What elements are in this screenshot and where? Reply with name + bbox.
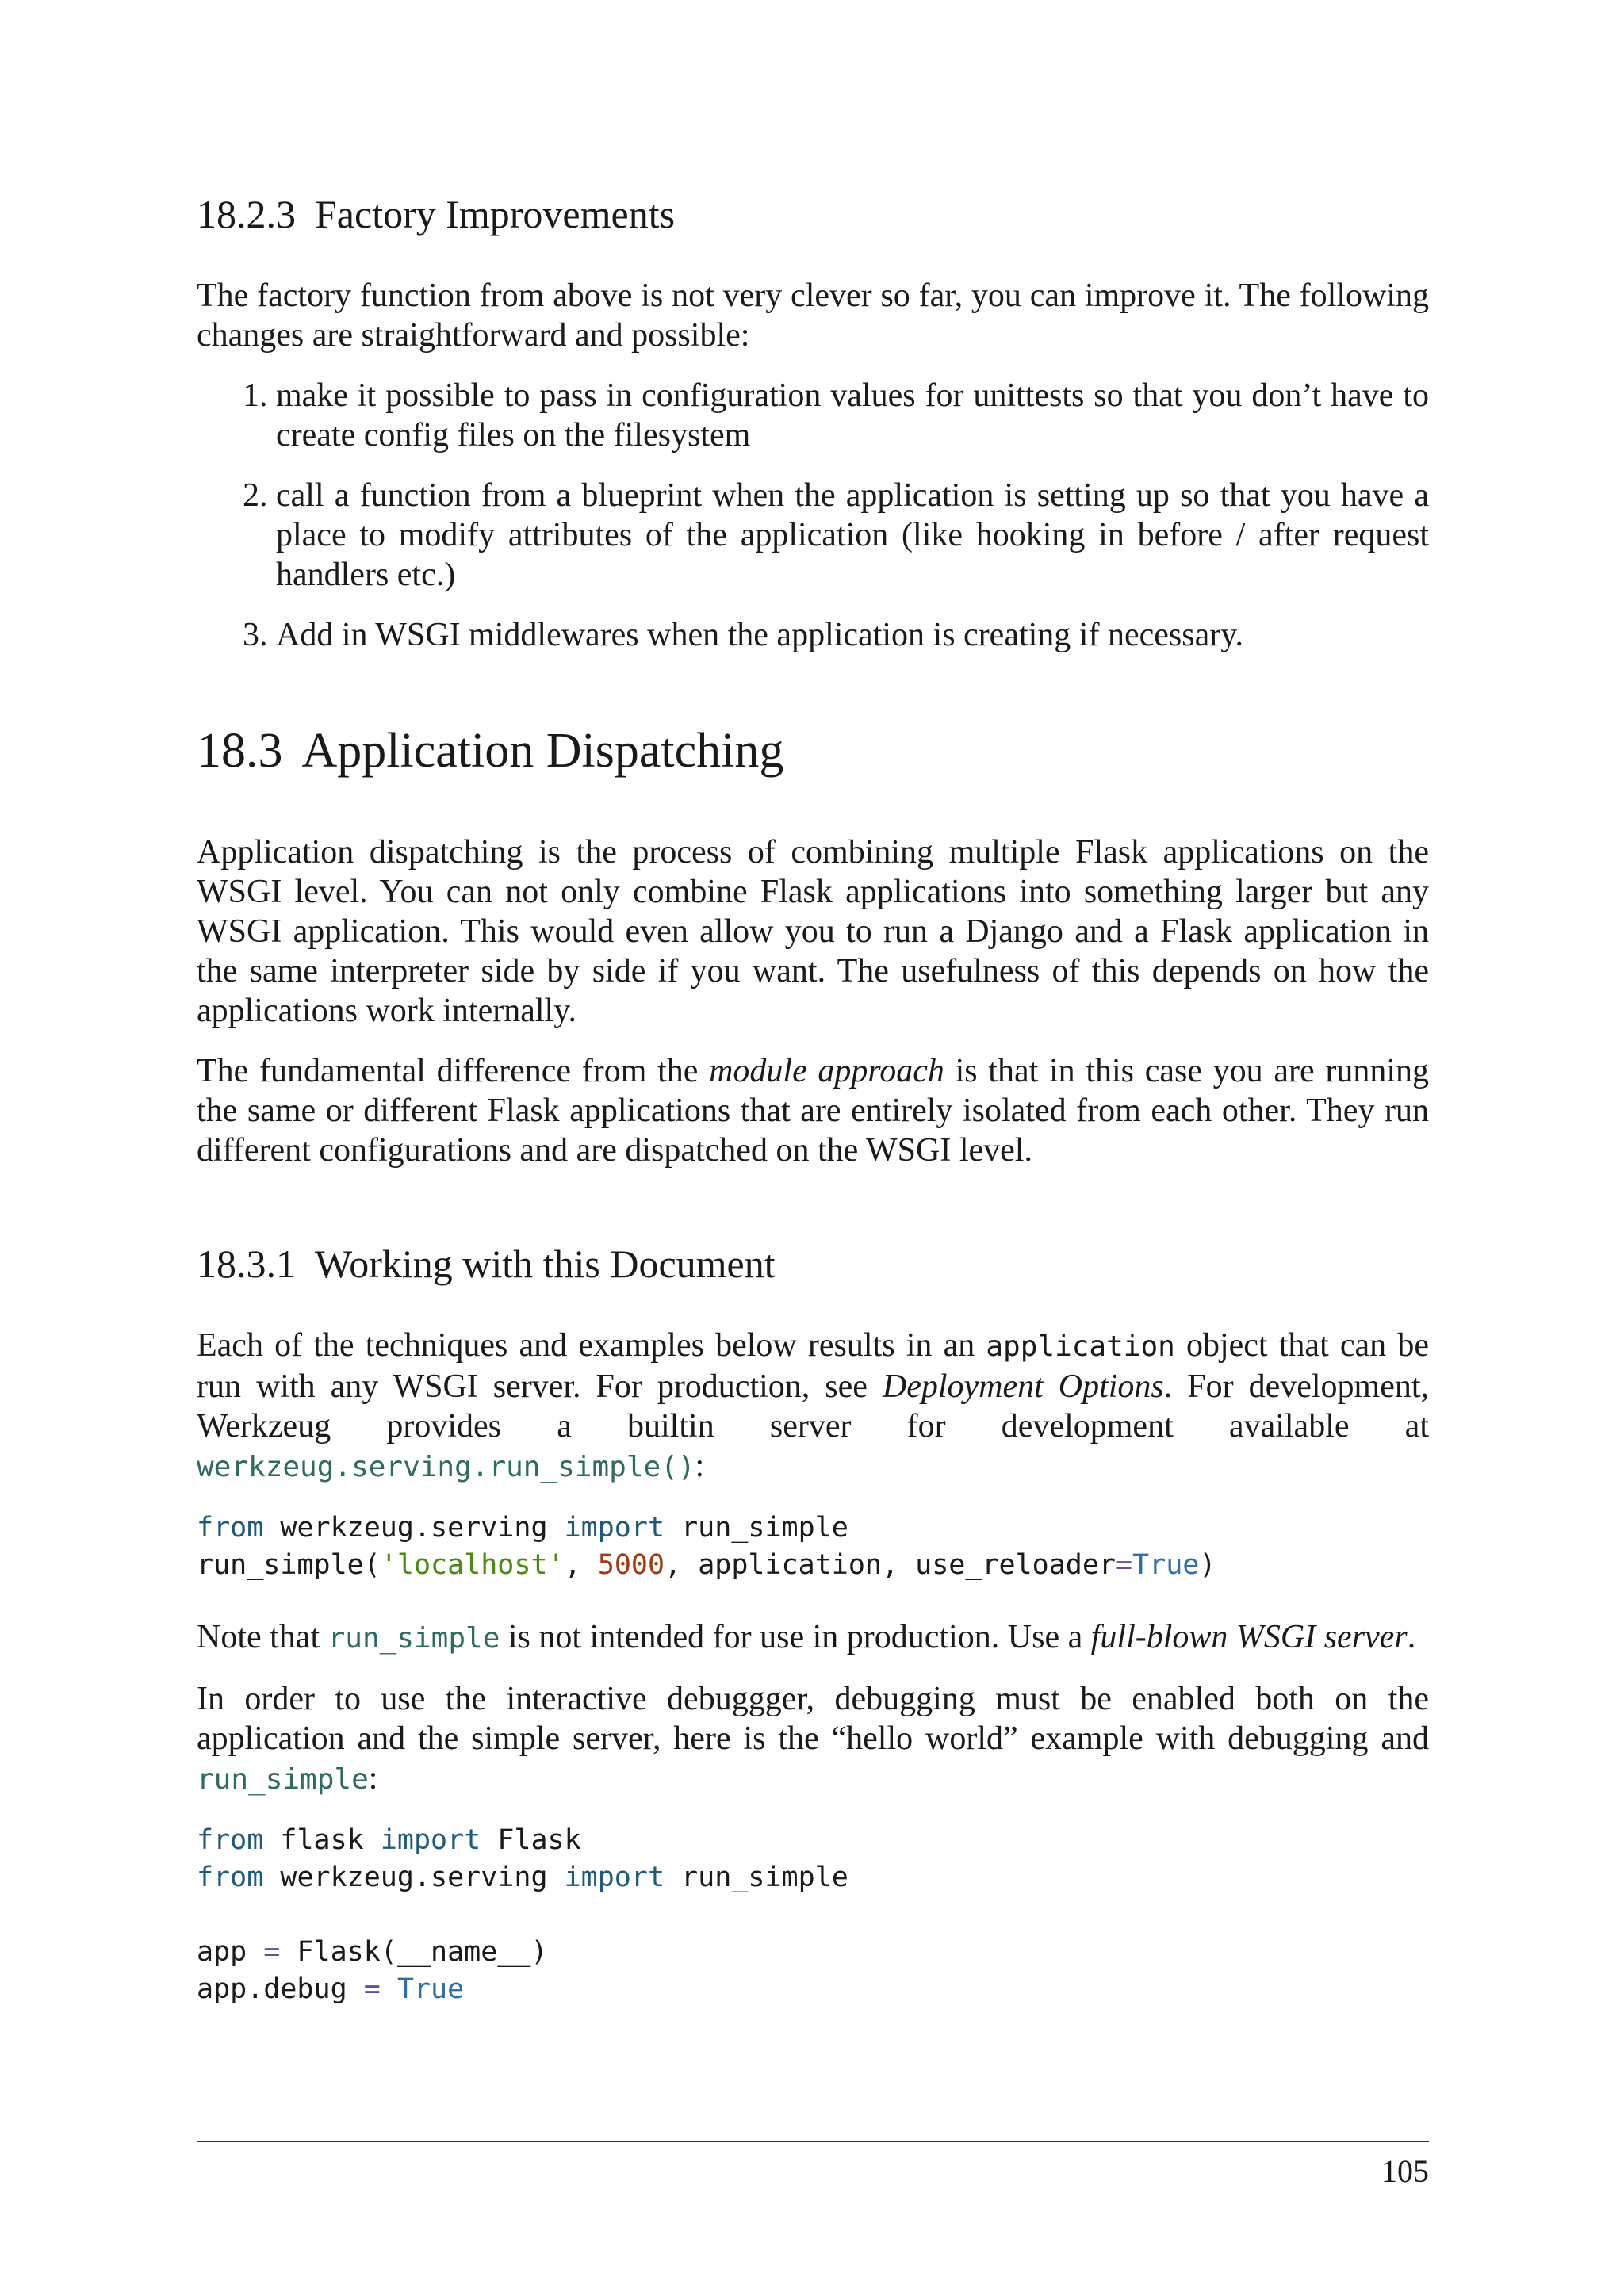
section-title: Factory Improvements [315, 192, 676, 236]
section-number: 18.3.1 [197, 1242, 296, 1287]
run-simple-link[interactable]: run_simple [197, 1763, 369, 1797]
section-number: 18.2.3 [197, 192, 296, 236]
page-number: 105 [1381, 2153, 1429, 2189]
list-item: 1. make it possible to pass in configuration values for unittests so that you don’t have to create config files on the filesystem [276, 376, 1429, 455]
inline-code-application: application [986, 1330, 1175, 1364]
paragraph-debugger: In order to use the interactive debuggger, debugging must be enabled both on the application and the simple server, here is the “hello world” example with debugging and run_simple: [197, 1681, 1429, 1797]
section-heading-18-3 [197, 721, 1429, 780]
paragraph-working-with-document: Each of the techniques and examples below results in an application object that can be run with any WSGI server. For production, see Deployment Options. For development, Werkzeug provides a builtin server for development available at werkzeug.serving.run_simple(): [197, 1327, 1430, 1485]
module-approach-link[interactable]: module approach [709, 1053, 944, 1090]
section-number: 18.3 [197, 724, 283, 778]
improvements-list [197, 376, 1429, 655]
list-item: 2. call a function from a blueprint when the application is setting up so that you have a place to modify attributes of the application (like hooking in before / after request handlers etc.) [276, 476, 1429, 595]
wsgi-server-link[interactable]: full-blown WSGI server [1090, 1619, 1408, 1656]
paragraph-dispatching-intro: Application dispatching is the process of combining multiple Flask applications on the WSGI level. You can not only combine Flask applications into something larger but any WSGI application. This would even allow you to run a Django and a Flask application in the same interpreter side by side if you want. The usefulness of this depends on how the applications work internally. [197, 834, 1429, 1030]
deployment-options-link[interactable]: Deployment Options [882, 1368, 1164, 1406]
run-simple-link[interactable]: werkzeug.serving.run_simple() [197, 1451, 695, 1484]
page-content [197, 190, 1429, 2008]
section-title: Application Dispatching [301, 724, 784, 778]
section-heading-18-3-1 [197, 1240, 1429, 1288]
paragraph-fundamental-difference: The fundamental difference from the module approach is that in this case you are running the same or different Flask applications that are entirely isolated from each other. They run different configurations and are dispatched on the WSGI level. [197, 1053, 1429, 1169]
code-block-hello-world: from flask import Flask from werkzeug.serving import run_simple app = Flask(__name__) app.debug = True [197, 1824, 848, 2006]
section-heading-18-2-3 [197, 190, 1429, 238]
section-title: Working with this Document [315, 1242, 776, 1287]
paragraph-factory-intro: The factory function from above is not very clever so far, you can improve it. The following changes are straightforward and possible: [197, 277, 1429, 354]
list-item: 3. Add in WSGI middlewares when the application is creating if necessary. [276, 615, 1429, 655]
run-simple-link[interactable]: run_simple [327, 1622, 500, 1655]
paragraph-run-simple-note: Note that run_simple is not intended for use in production. Use a full-blown WSGI server. [197, 1619, 1416, 1656]
code-block-run-simple: from werkzeug.serving import run_simple run_simple('localhost', 5000, application, use_reloader=True) [197, 1512, 1216, 1582]
footer-rule [197, 2141, 1429, 2142]
